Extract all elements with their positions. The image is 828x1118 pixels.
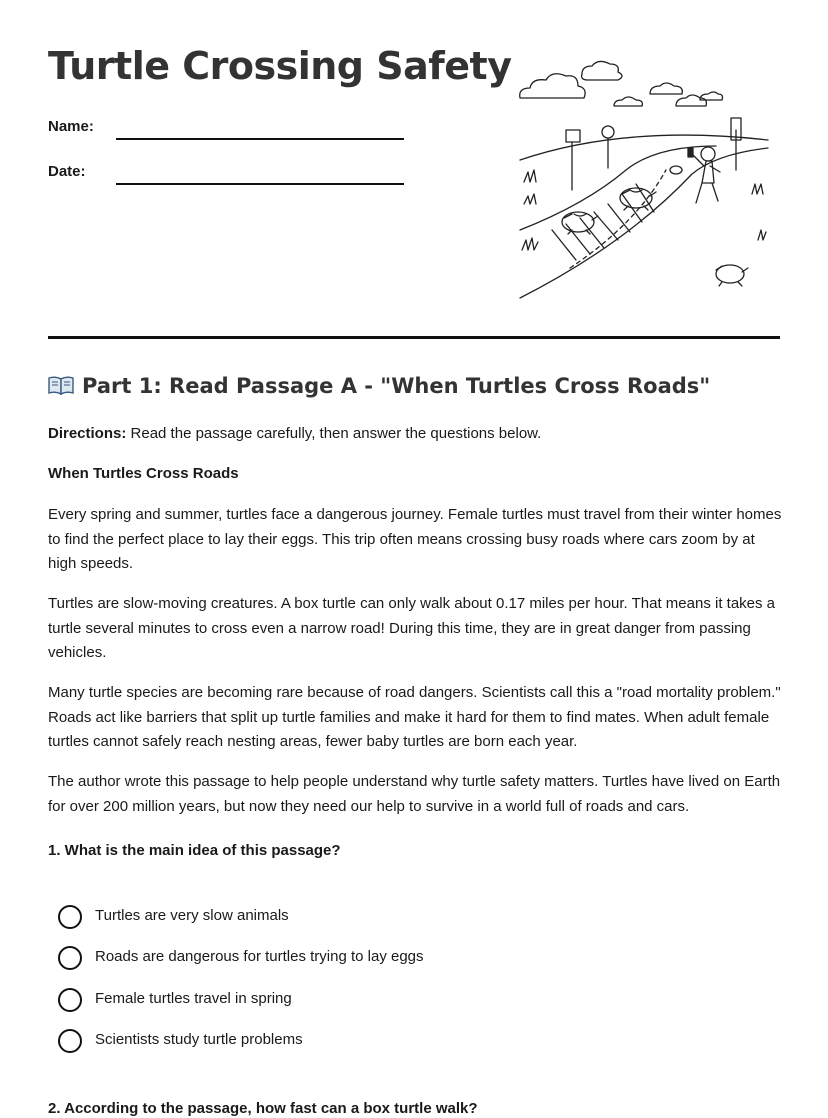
passage-paragraph: The author wrote this passage to help people understand why turtle safety matters. Turtles have lived on Earth for over 200 million years, but now they need our help to survive in a world full of roads and cars. bbox=[48, 773, 781, 815]
turtle-crossing-road-illustration bbox=[516, 54, 780, 300]
radio-button[interactable] bbox=[58, 946, 82, 970]
sign-icon bbox=[602, 126, 614, 138]
cloud-icon bbox=[650, 83, 682, 94]
directions bbox=[48, 422, 782, 447]
passage-title: When Turtles Cross Roads bbox=[48, 465, 239, 482]
traffic-light-icon bbox=[731, 118, 741, 170]
directions-text: Read the passage carefully, then answer the questions below. bbox=[126, 425, 542, 442]
part1-heading-text: Part 1: Read Passage A - "When Turtles Cross Roads" bbox=[82, 374, 711, 398]
name-line[interactable] bbox=[116, 138, 404, 140]
passage-paragraph: Every spring and summer, turtles face a dangerous journey. Female turtles must travel from their winter homes to find the perfect place to lay their eggs. This trip often means crossing busy roads where cars zoom by at high speeds. bbox=[48, 506, 782, 572]
option-label: Scientists study turtle problems bbox=[95, 1031, 303, 1048]
turtle-icon bbox=[670, 166, 682, 174]
option-label: Roads are dangerous for turtles trying to lay eggs bbox=[95, 948, 424, 965]
book-icon bbox=[48, 375, 74, 395]
date-line[interactable] bbox=[116, 183, 404, 185]
part1-heading bbox=[48, 374, 710, 398]
cloud-icon bbox=[520, 74, 585, 98]
option-label: Female turtles travel in spring bbox=[95, 990, 292, 1007]
passage-paragraph: Many turtle species are becoming rare because of road dangers. Scientists call this a "road mortality problem." Roads act like barriers that split up turtle families and make it hard for them to find mates. When adult female turtles cannot safely reach nesting areas, fewer baby turtles are born each year. bbox=[48, 684, 781, 750]
sign-icon bbox=[566, 130, 580, 190]
option-label: Turtles are very slow animals bbox=[95, 907, 289, 924]
cloud-icon bbox=[582, 61, 622, 80]
question-2: 2. According to the passage, how fast can a box turtle walk? bbox=[48, 1100, 478, 1117]
radio-button[interactable] bbox=[58, 988, 82, 1012]
name-label: Name: bbox=[48, 118, 94, 135]
turtle-icon bbox=[562, 212, 598, 234]
turtle-icon bbox=[716, 265, 748, 286]
date-label: Date: bbox=[48, 163, 86, 180]
worksheet-title: Turtle Crossing Safety bbox=[48, 44, 512, 88]
section-divider bbox=[48, 336, 780, 339]
directions-label: Directions: bbox=[48, 425, 127, 442]
passage-paragraph: Turtles are slow-moving creatures. A box turtle can only walk about 0.17 miles per hour. That means it takes a turtle several minutes to cross even a narrow road! During this time, they are in great danger from passing vehicles. bbox=[48, 595, 776, 661]
radio-button[interactable] bbox=[58, 905, 82, 929]
radio-button[interactable] bbox=[58, 1029, 82, 1053]
cloud-icon bbox=[614, 97, 642, 106]
question-1: 1. What is the main idea of this passage? bbox=[48, 842, 341, 859]
child-figure-icon bbox=[688, 147, 720, 203]
